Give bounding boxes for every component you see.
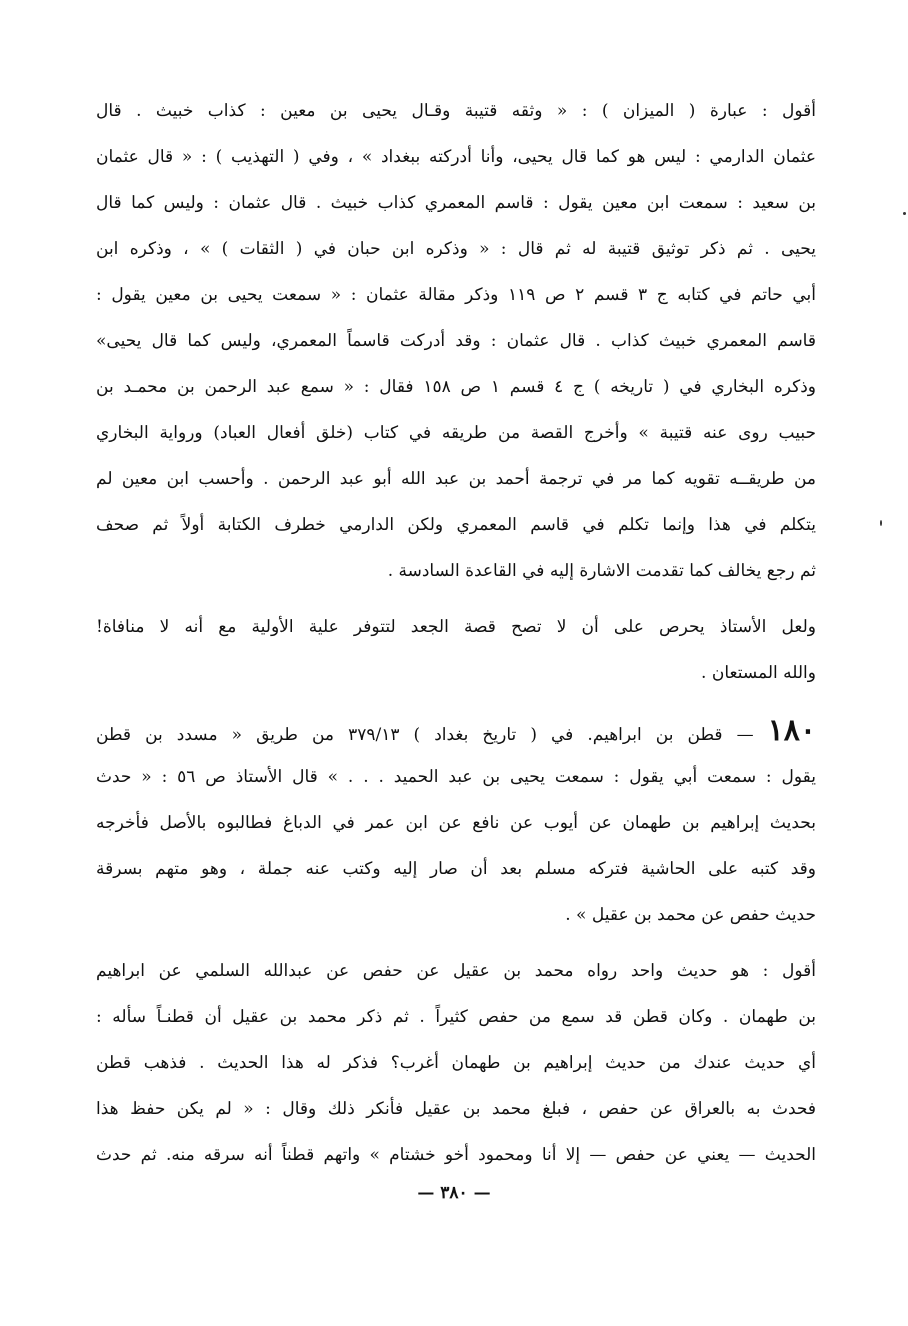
- text-line: الحديث — يعني عن حفص — إلا أنا ومحمود أخو خشتام » واتهم قطناً أنه سرقه منه. ثم حدث: [96, 1145, 816, 1165]
- text-line: أبي حاتم في كتابه ج ٣ قسم ٢ ص ١١٩ وذكر مقالة عثمان : « سمعت يحيى بن معين يقول :: [96, 285, 816, 305]
- text-line: وذكره البخاري في ( تاريخه ) ج ٤ قسم ١ ص ١٥٨ فقال : « سمع عبد الرحمن بن محمـد بن: [96, 377, 816, 397]
- text-line: بحديث إبراهيم بن طهمان عن أيوب عن نافع عن ابن عمر في الدباغ فطالبوه بالأصل فأخرجه: [96, 813, 816, 833]
- text-line: يقول : سمعت أبي يقول : سمعت يحيى بن عبد الحميد . . . » قال الأستاذ ص ٥٦ : « حدث: [96, 767, 816, 787]
- text-line: يحيى . ثم ذكر توثيق قتيبة له ثم قال : « وذكره ابن حبان في ( الثقات ) » ، وذكره ابن: [96, 239, 816, 259]
- entry-heading-line: [96, 708, 816, 754]
- text-line: قاسم المعمري خبيث كذاب . قال عثمان : وقد أدركت قاسماً المعمري، وليس كما قال يحيى»: [96, 331, 816, 351]
- paragraph-2: [96, 604, 816, 696]
- entry-180: [96, 708, 816, 938]
- text-line: أقول : هو حديث واحد رواه محمد بن عقيل عن حفص عن عبدالله السلمي عن ابراهيم: [96, 961, 816, 981]
- entry-heading-text: — قطن بن ابراهيم. في ( تاريخ بغداد ) ٣٧٩/١٣ من طريق « مسدد بن قطن: [96, 725, 754, 745]
- scan-speck: [903, 212, 906, 215]
- text-line: ثم رجع يخالف كما تقدمت الاشارة إليه في القاعدة السادسة .: [387, 561, 816, 581]
- text-line: أي حديث عندك من حديث إبراهيم بن طهمان أغرب؟ فذكر له هذا الحديث . فذهب قطن: [96, 1053, 816, 1073]
- paragraph-gap: [96, 696, 816, 708]
- text-line: فحدث به بالعراق عن حفص ، فبلغ محمد بن عقيل فأنكر ذلك وقال : « لم يكن حفظ هذا: [96, 1099, 816, 1119]
- page-number: — ٣٨٠ —: [417, 1183, 491, 1203]
- text-line: أقول : عبارة ( الميزان ) : « وثقه قتيبة وقـال يحيى بن معين : كذاب خبيث . قال: [96, 101, 816, 121]
- paragraph-1: [96, 88, 816, 594]
- paragraph-gap: [96, 938, 816, 948]
- entry-number: ١٨٠: [767, 713, 816, 748]
- text-line: حديث حفص عن محمد بن عقيل » .: [565, 905, 816, 925]
- document-page: [96, 88, 816, 1178]
- text-line: عثمان الدارمي : ليس هو كما قال يحيى، وأنا أدركته ببغداد » ، وفي ( التهذيب ) : « قال عثمان: [96, 147, 816, 167]
- scan-speck: [880, 520, 882, 526]
- paragraph-gap: [96, 594, 816, 604]
- text-line: بن طهمان . وكان قطن قد سمع من حفص كثيراً . ثم ذكر محمد بن عقيل أن قطنـاً سأله :: [96, 1007, 816, 1027]
- text-line: وقد كتبه على الحاشية فتركه مسلم بعد أن صار إليه وكتب عنه جملة ، وهو متهم بسرقة: [96, 859, 816, 879]
- text-line: والله المستعان .: [701, 663, 816, 683]
- text-line: من طريقــه تقويه كما مر في ترجمة أحمد بن عبد الله أبو عبد الرحمن . وأحسب ابن معين لم: [96, 469, 816, 489]
- text-line: حبيب روى عنه قتيبة » وأخرج القصة من طريقه في كتاب (خلق أفعال العباد) ورواية البخاري: [96, 423, 816, 443]
- paragraph-3: [96, 948, 816, 1178]
- text-line: ولعل الأستاذ يحرص على أن لا تصح قصة الجعد لتتوفر علية الأولية مع أنه لا منافاة!: [96, 617, 816, 637]
- text-line: بن سعيد : سمعت ابن معين يقول : قاسم المعمري كذاب خبيث . قال عثمان : وليس كما قال: [96, 193, 816, 213]
- text-line: يتكلم في هذا وإنما تكلم في قاسم المعمري ولكن الدارمي خطرف الكتابة أولاً ثم صحف: [96, 515, 816, 535]
